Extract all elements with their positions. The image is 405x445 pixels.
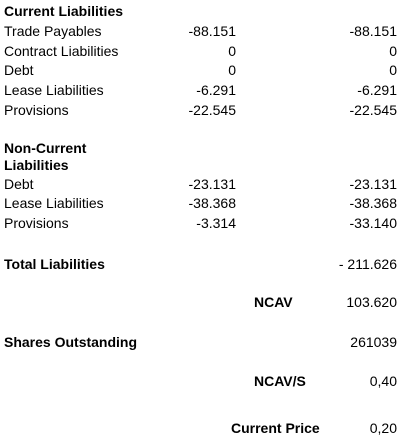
row-value-col2: -38.368 [349,195,397,211]
row-label: Debt [4,176,34,192]
current-liabilities-heading: Current Liabilities [4,3,124,19]
non-current-liabilities-heading-line2: Liabilities [4,157,69,173]
non-current-liabilities-heading: Non-Current [4,140,87,156]
row-label: Lease Liabilities [4,82,104,98]
row-value-col2: -6.291 [357,82,397,98]
row-value-col1: -38.368 [188,195,236,211]
total-liabilities-value: - 211.626 [338,256,397,272]
row-value-col1: 0 [228,62,236,78]
row-value-col1: -22.545 [188,102,236,118]
ncav-value: 103.620 [346,294,397,310]
row-label: Debt [4,62,34,78]
row-label: Lease Liabilities [4,195,104,211]
row-label: Trade Payables [4,23,102,39]
row-value-col1: 0 [228,43,236,59]
row-value-col1: -3.314 [196,215,236,231]
row-label: Provisions [4,102,69,118]
row-value-col2: -88.151 [349,23,397,39]
ncav-per-share-label: NCAV/S [254,373,306,389]
row-value-col1: -88.151 [188,23,236,39]
ncav-per-share-value: 0,40 [369,373,397,389]
row-value-col2: 0 [389,62,397,78]
total-liabilities-label: Total Liabilities [4,256,105,272]
shares-outstanding-label: Shares Outstanding [4,334,138,350]
row-value-col2: 0 [389,43,397,59]
row-value-col2: -33.140 [349,215,397,231]
current-price-value: 0,20 [369,420,397,436]
row-label: Provisions [4,215,69,231]
ncav-label: NCAV [254,294,293,310]
shares-outstanding-value: 261039 [350,334,397,350]
row-label: Contract Liabilities [4,43,119,59]
row-value-col1: -6.291 [196,82,236,98]
row-value-col2: -23.131 [349,176,397,192]
row-value-col1: -23.131 [188,176,236,192]
current-price-label: Current Price [231,420,320,436]
row-value-col2: -22.545 [349,102,397,118]
